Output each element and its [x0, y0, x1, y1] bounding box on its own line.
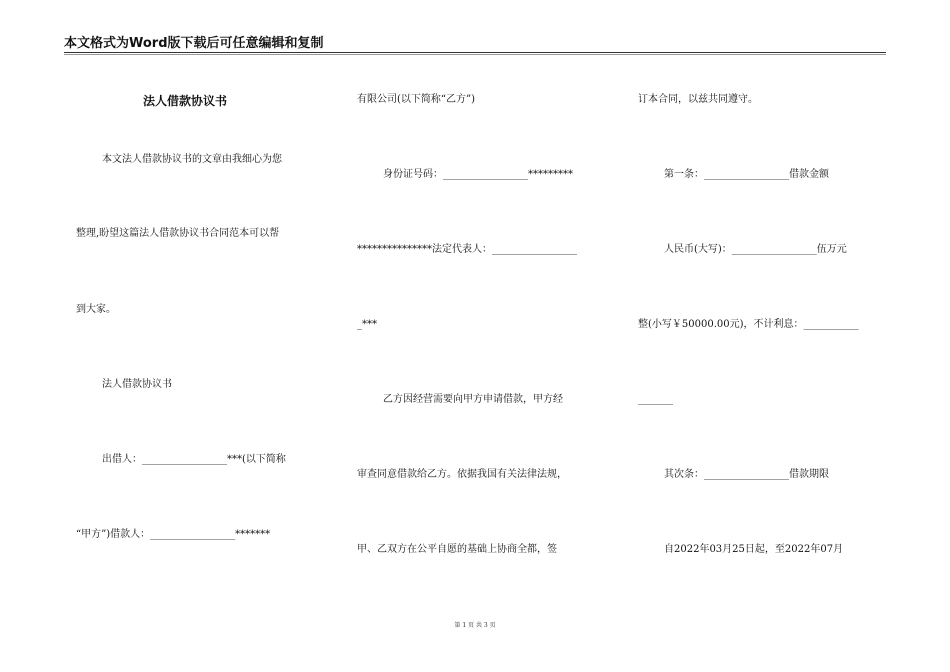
document-header: 本文格式为Word版下载后可任意编辑和复制	[64, 36, 324, 51]
header-divider	[64, 52, 886, 53]
document-title: 法人借款协议书	[143, 94, 228, 108]
col3-line-2: 第一条：_________________借款金额	[664, 169, 829, 180]
col3-line-3: 人民币(大写)：_________________伍万元	[664, 244, 847, 255]
col1-line-4: 法人借款协议书	[102, 379, 172, 390]
col3-line-6: 其次条：_________________借款期限	[664, 469, 829, 480]
col2-line-3: ***************法定代表人：_________________	[357, 244, 577, 255]
col1-line-2: 整理,盼望这篇法人借款协议书合同范本可以帮	[76, 228, 280, 239]
col3-line-7: 自2022年03月25日起，至2022年07月	[664, 544, 844, 555]
col3-line-1: 订本合同，以兹共同遵守。	[638, 94, 758, 105]
col1-line-1: 本文法人借款协议书的文章由我细心为您	[102, 154, 282, 165]
col2-line-7: 甲、乙双方在公平自愿的基础上协商全都，签	[357, 544, 557, 555]
col2-line-5: 乙方因经营需要向甲方申请借款，甲方经	[383, 394, 563, 405]
header-divider-thin	[64, 54, 886, 55]
col1-line-3: 到大家。	[76, 304, 116, 315]
col2-line-6: 审查同意借款给乙方。依据我国有关法律法规，	[357, 469, 567, 480]
col1-line-6: “甲方”)借款人：_________________*******	[76, 529, 271, 540]
col2-line-1: 有限公司(以下简称“乙方”)	[357, 94, 476, 105]
col2-line-2: 身份证号码：_________________*********	[383, 169, 573, 180]
page-number: 第 1 页 共 3 页	[454, 622, 496, 629]
col2-line-4: _***	[357, 319, 377, 330]
col3-line-4: 整(小写￥50000.00元)，不计利息：___________	[638, 319, 859, 330]
col1-line-5: 出借人：_________________***(以下简称	[102, 454, 286, 465]
col3-line-5: _______	[638, 394, 673, 405]
